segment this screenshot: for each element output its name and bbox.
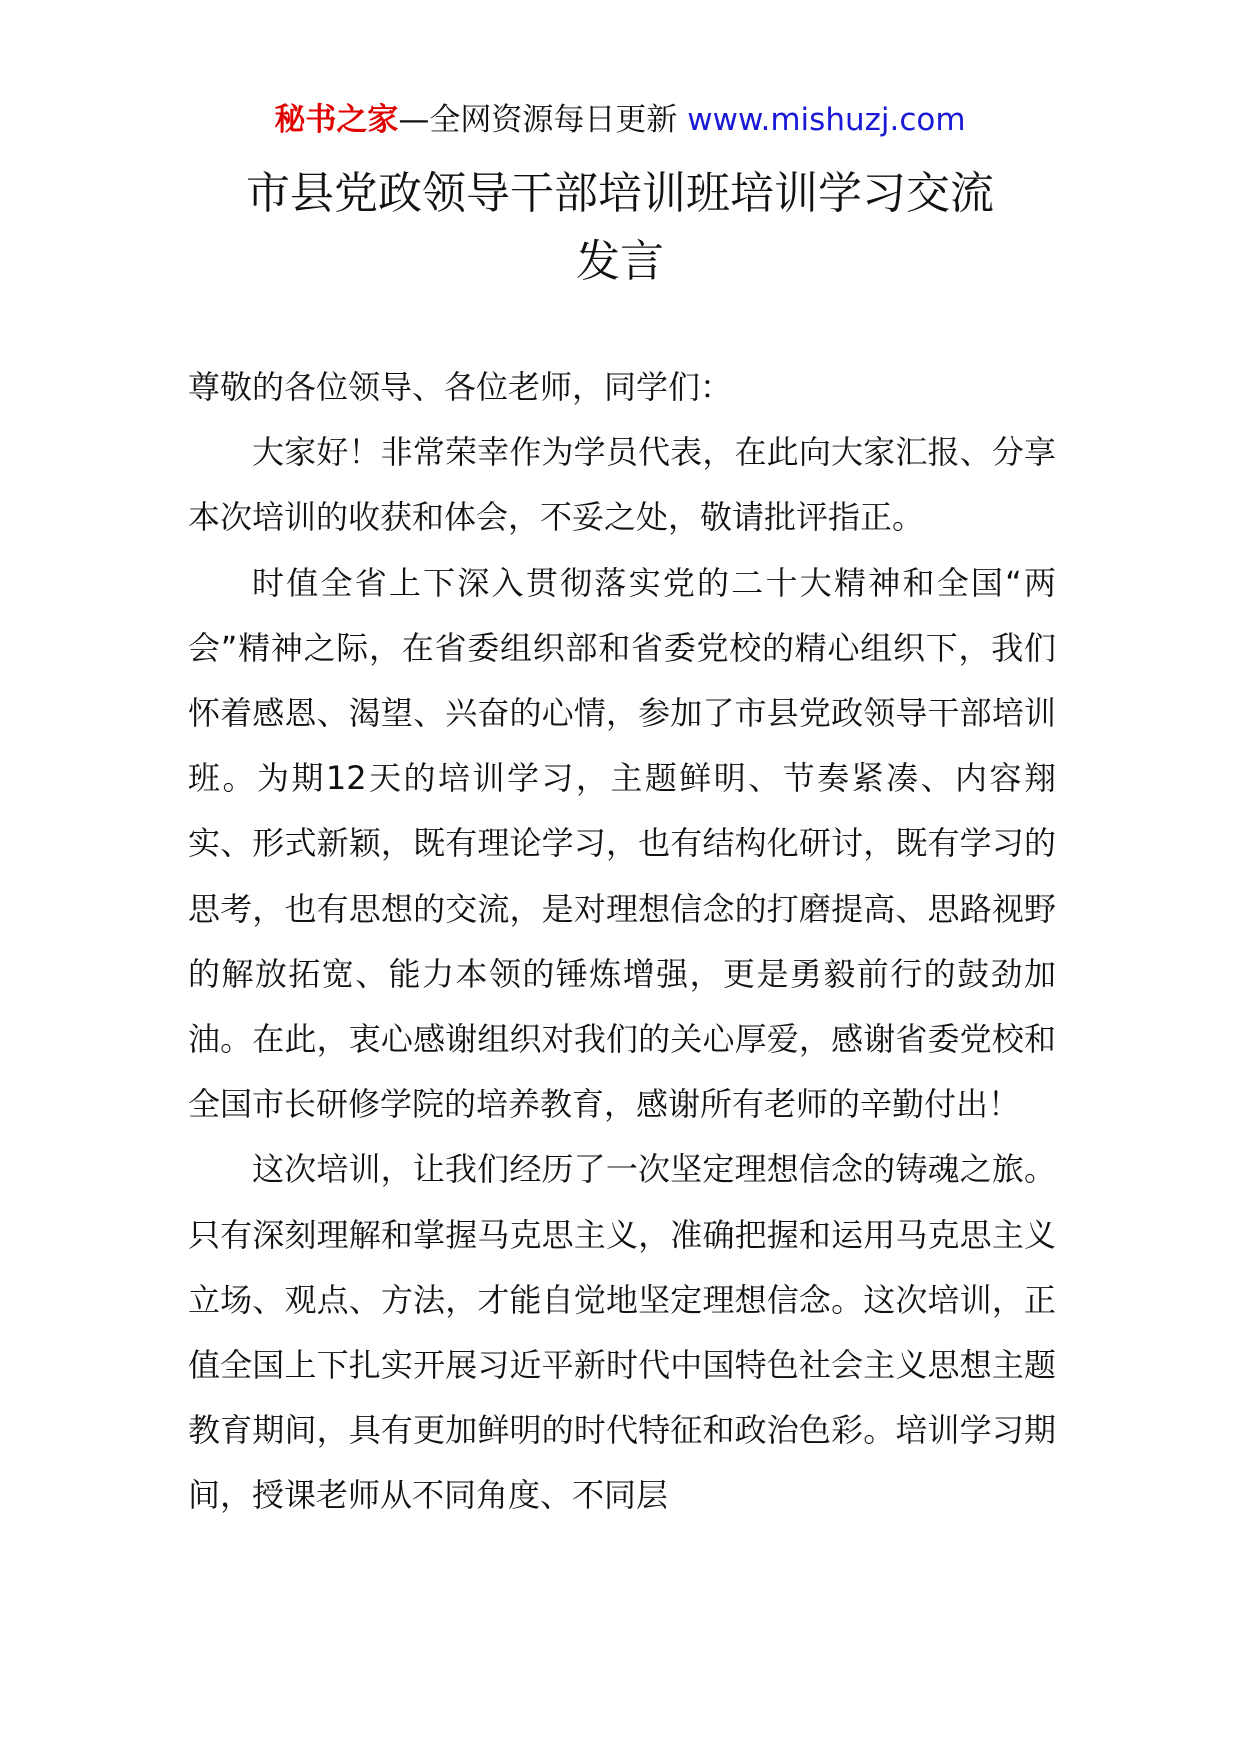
site-url-link[interactable]: www.mishuzj.com	[687, 102, 966, 138]
site-header	[0, 100, 1240, 140]
document-title-line-2: 发言	[576, 236, 664, 287]
document-title	[0, 160, 1240, 296]
document-title-line-1: 市县党政领导干部培训班培训学习交流	[246, 168, 994, 219]
salutation: 尊敬的各位领导、各位老师，同学们：	[188, 368, 733, 406]
paragraph: 时值全省上下深入贯彻落实党的二十大精神和全国“两会”精神之际，在省委组织部和省委党校的精心组织下，我们怀着感恩、渴望、兴奋的心情，参加了市县党政领导干部培训班。为期12天的培训学习，主题鲜明、节奏紧凑、内容翔实、形式新颖，既有理论学习，也有结构化研讨，既有学习的思考，也有思想的交流，是对理想信念的打磨提高、思路视野的解放拓宽、能力本领的锤炼增强，更是勇毅前行的鼓劲加油。在此，衷心感谢组织对我们的关心厚爱，感谢省委党校和全国市长研修学院的培养教育，感谢所有老师的辛勤付出！	[188, 563, 1056, 1124]
paragraph: 这次培训，让我们经历了一次坚定理想信念的铸魂之旅。只有深刻理解和掌握马克思主义，准确把握和运用马克思主义立场、观点、方法，才能自觉地坚定理想信念。这次培训，正值全国上下扎实开展习近平新时代中国特色社会主义思想主题教育期间，具有更加鲜明的时代特征和政治色彩。培训学习期间，授课老师从不同角度、不同层	[188, 1150, 1056, 1515]
document-body	[188, 355, 1056, 1529]
paragraph: 大家好！非常荣幸作为学员代表，在此向大家汇报、分享本次培训的收获和体会，不妥之处，敬请批评指正。	[188, 433, 1056, 537]
site-brand: 秘书之家	[274, 102, 399, 138]
site-slogan: —全网资源每日更新	[398, 102, 688, 138]
